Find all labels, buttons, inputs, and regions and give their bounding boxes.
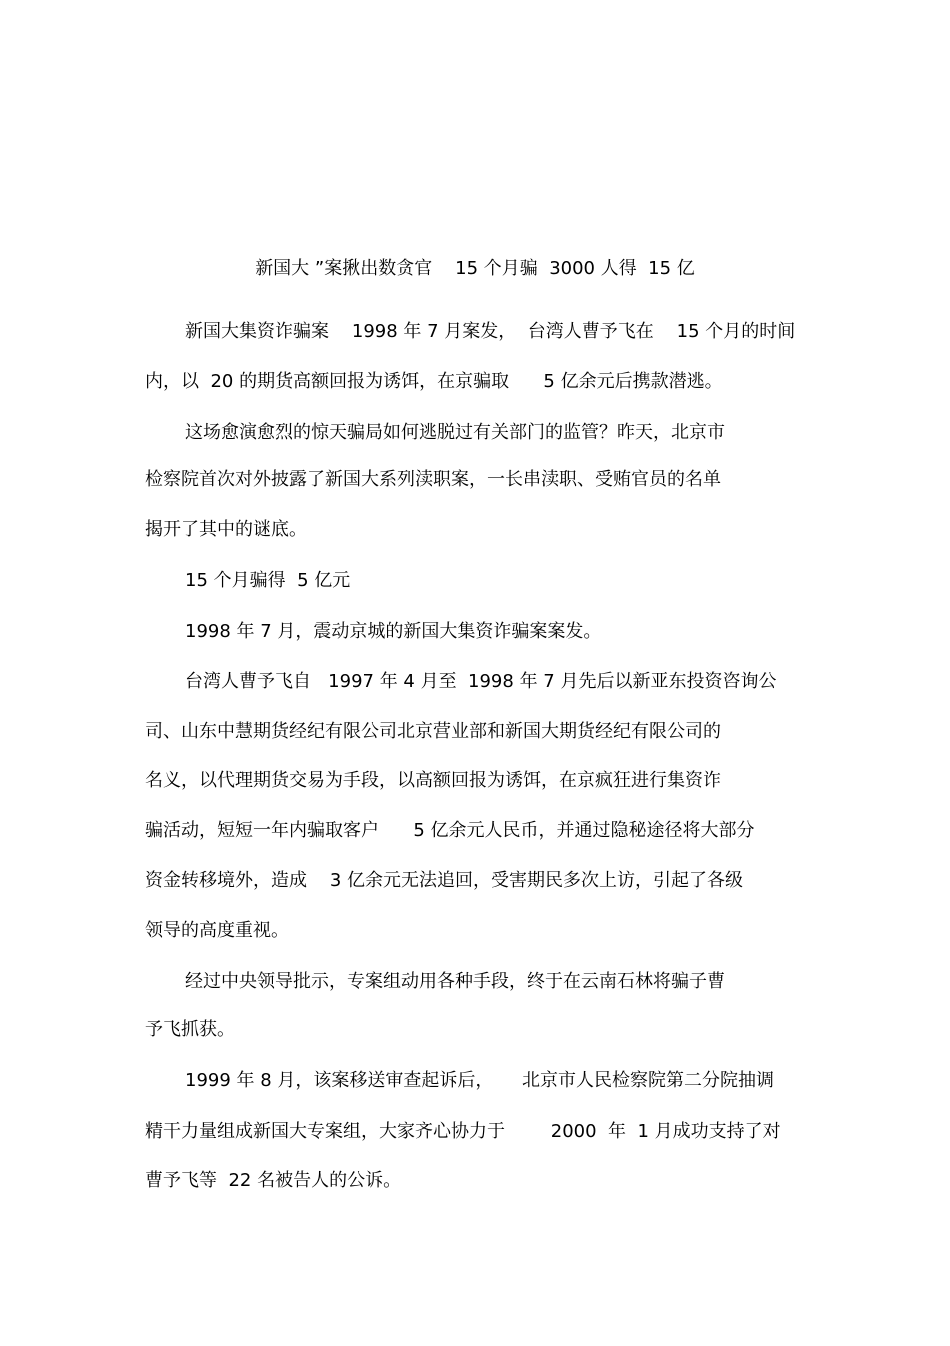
text-line: 检察院首次对外披露了新国大系列渎职案，一长串渎职、受贿官员的名单 (145, 469, 721, 490)
text-line: 领导的高度重视。 (145, 920, 289, 941)
text-line: 骗活动，短短一年内骗取客户 5 亿余元人民币，并通过隐秘途径将大部分 (145, 820, 755, 841)
text-line: 1999 年 8 月，该案移送审查起诉后， 北京市人民检察院第二分院抽调 (185, 1070, 775, 1091)
document-title: 新国大 ”案揪出数贪官 15 个月骗 3000 人得 15 亿 (255, 258, 695, 279)
text-line: 这场愈演愈烈的惊天骗局如何逃脱过有关部门的监管？昨天，北京市 (185, 422, 725, 443)
text-line: 新国大集资诈骗案 1998 年 7 月案发， 台湾人曹予飞在 15 个月的时间 (185, 321, 796, 342)
text-line: 精干力量组成新国大专案组，大家齐心协力于 2000 年 1 月成功支持了对 (145, 1121, 781, 1142)
text-line: 揭开了其中的谜底。 (145, 519, 307, 540)
text-line: 资金转移境外，造成 3 亿余元无法追回，受害期民多次上访，引起了各级 (145, 870, 744, 891)
section-heading: 15 个月骗得 5 亿元 (185, 570, 351, 591)
text-line: 予飞抓获。 (145, 1019, 235, 1040)
text-line: 曹予飞等 22 名被告人的公诉。 (145, 1170, 402, 1191)
text-line: 经过中央领导批示，专案组动用各种手段，终于在云南石林将骗子曹 (185, 971, 725, 992)
text-line: 司、山东中慧期货经纪有限公司北京营业部和新国大期货经纪有限公司的 (145, 721, 721, 742)
text-line: 台湾人曹予飞自 1997 年 4 月至 1998 年 7 月先后以新亚东投资咨询公 (185, 671, 777, 692)
text-line: 1998 年 7 月，震动京城的新国大集资诈骗案案发。 (185, 621, 602, 642)
text-line: 名义，以代理期货交易为手段，以高额回报为诱饵，在京疯狂进行集资诈 (145, 770, 721, 791)
text-line: 内，以 20 的期货高额回报为诱饵，在京骗取 5 亿余元后携款潜逃。 (145, 371, 723, 392)
